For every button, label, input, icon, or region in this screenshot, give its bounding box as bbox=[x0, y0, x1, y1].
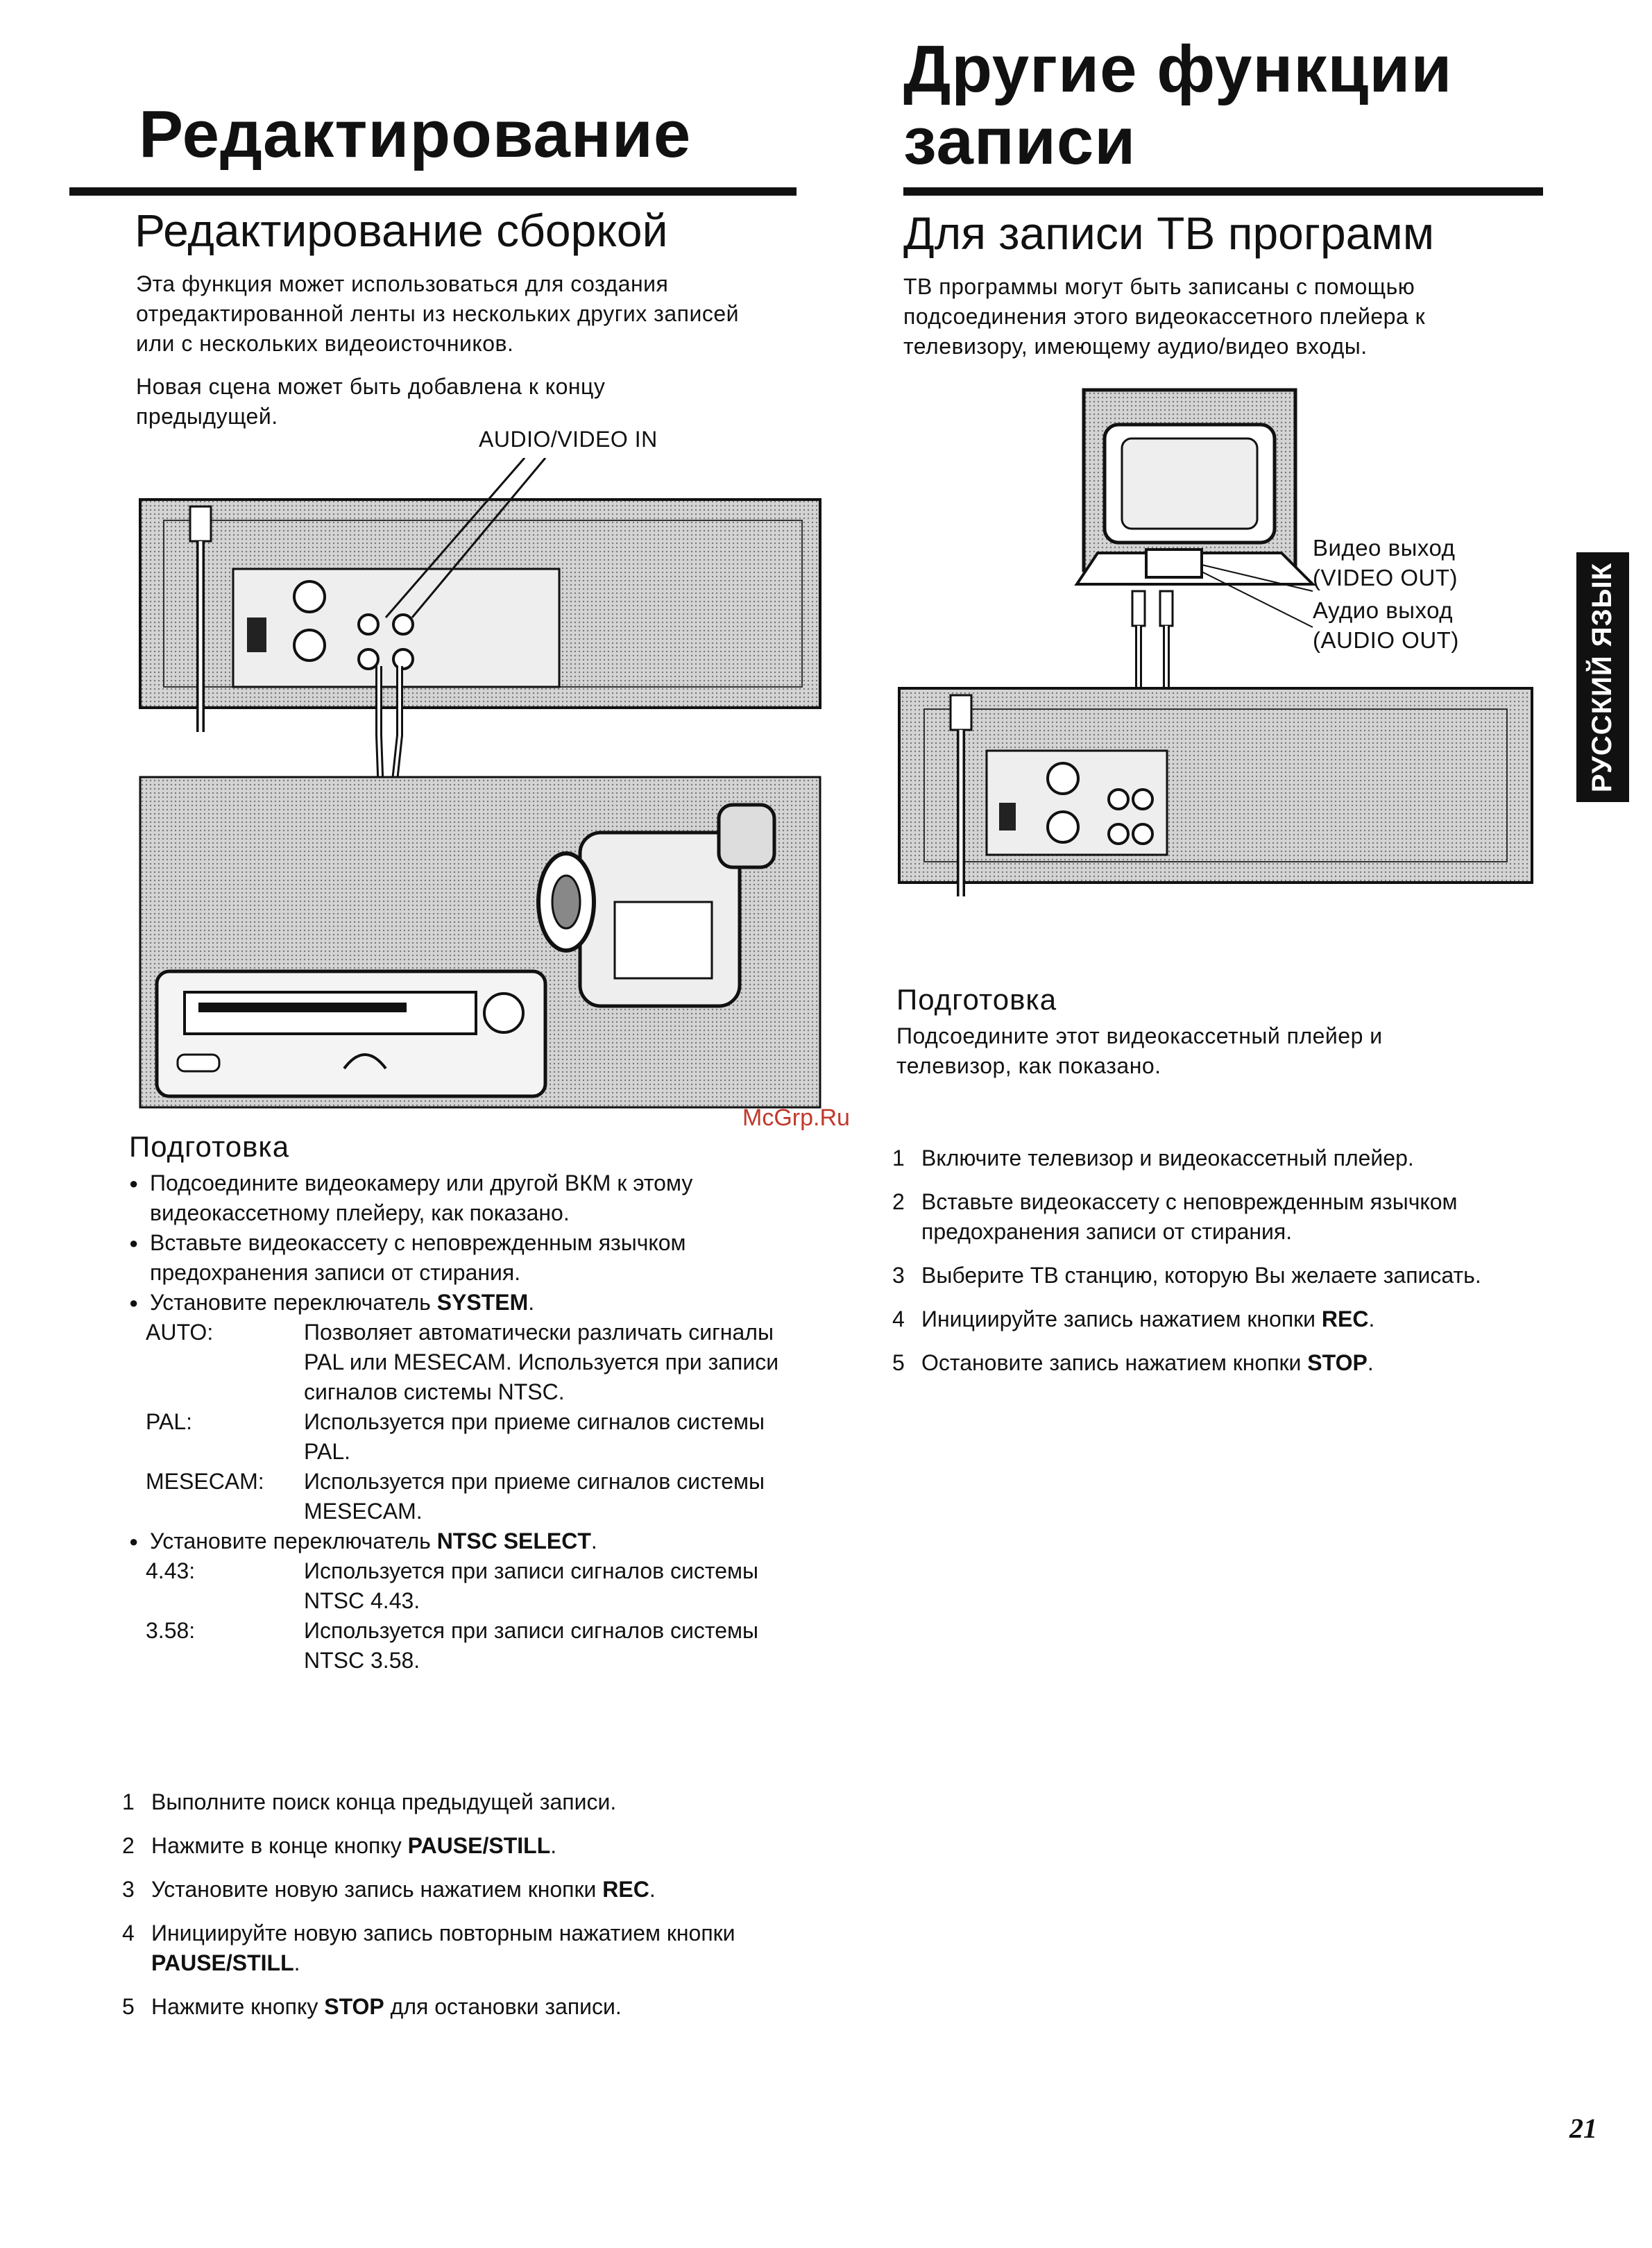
editing-connection-diagram bbox=[136, 458, 827, 1110]
ntsc-switch-name: NTSC SELECT bbox=[436, 1529, 591, 1553]
system-switch-name: SYSTEM bbox=[436, 1290, 529, 1315]
left-intro-1: Эта функция может использоваться для создания отредактированной ленты из нескольких других записей или с нескольких видеоисточников. bbox=[136, 271, 739, 356]
right-steps bbox=[892, 1143, 1517, 1392]
list-item: 1 Выполните поиск конца предыдущей записи. bbox=[122, 1789, 617, 1814]
right-prep-title: Подготовка bbox=[896, 983, 1057, 1016]
right-intro: ТВ программы могут быть записаны с помощью подсоединения этого видеокассетного плейера к телевизору, имеющему аудио/видео входы. bbox=[903, 274, 1426, 359]
option-row: MESECAM: Используется при приеме сигналов системы MESECAM. bbox=[146, 1469, 765, 1524]
ntsc-options bbox=[129, 1556, 795, 1676]
right-section-title: Другие функции записи bbox=[903, 32, 1453, 178]
list-item: 5 Остановите запись нажатием кнопки STOP. bbox=[892, 1350, 1374, 1375]
list-item: 2 Вставьте видеокассету с неповрежденным язычком предохранения записи от стирания. bbox=[892, 1189, 1458, 1244]
left-section-title: Редактирование bbox=[139, 97, 692, 171]
ntsc-bullet bbox=[129, 1526, 795, 1556]
left-title-rule bbox=[69, 187, 797, 196]
left-prep-block bbox=[129, 1168, 795, 1676]
list-item: 4 Инициируйте новую запись повторным нажатием кнопки PAUSE/STILL. bbox=[122, 1921, 735, 1975]
option-row: PAL: Используется при приеме сигналов системы PAL. bbox=[146, 1409, 765, 1464]
list-item: ● Подсоедините видеокамеру или другой ВКМ к этому видеокассетному плейеру, как показано. bbox=[129, 1168, 795, 1228]
list-item: ● Установите переключатель SYSTEM. bbox=[129, 1288, 795, 1318]
option-row: 3.58: Используется при записи сигналов системы NTSC 3.58. bbox=[146, 1618, 758, 1673]
page-number: 21 bbox=[1569, 2113, 1597, 2144]
left-steps bbox=[122, 1787, 760, 2036]
left-prep-bullets bbox=[129, 1168, 795, 1318]
option-row: 4.43: Используется при записи сигналов системы NTSC 4.43. bbox=[146, 1558, 758, 1613]
right-title-rule bbox=[903, 187, 1543, 196]
left-intro-2: Новая сцена может быть добавлена к концу предыдущей. bbox=[136, 374, 606, 429]
list-item: ● Вставьте видеокассету с неповрежденным язычком предохранения записи от стирания. bbox=[129, 1228, 795, 1288]
system-options bbox=[129, 1318, 795, 1526]
language-side-tab: РУССКИЙ ЯЗЫК bbox=[1576, 552, 1629, 802]
list-item: ● Установите переключатель NTSC SELECT. bbox=[129, 1526, 795, 1556]
left-prep-title: Подготовка bbox=[129, 1130, 290, 1163]
list-item: 1 Включите телевизор и видеокассетный плейер. bbox=[892, 1146, 1414, 1170]
audio-out-label: Аудио выход (AUDIO OUT) bbox=[1313, 597, 1459, 653]
list-item: 3 Установите новую запись нажатием кнопки REC. bbox=[122, 1877, 656, 1902]
list-item: 5 Нажмите кнопку STOP для остановки записи. bbox=[122, 1994, 622, 2019]
diagram-label-av-in: AUDIO/VIDEO IN bbox=[479, 427, 658, 452]
left-subtitle: Редактирование сборкой bbox=[135, 205, 668, 256]
right-subtitle: Для записи ТВ программ bbox=[903, 207, 1435, 259]
right-prep-text: Подсоедините этот видеокассетный плейер и телевизор, как показано. bbox=[896, 1023, 1383, 1078]
option-row: AUTO: Позволяет автоматически различать сигналы PAL или MESECAM. Используется при записи сигналов системы NTSC. bbox=[146, 1320, 779, 1404]
watermark: McGrp.Ru bbox=[742, 1105, 850, 1131]
list-item: 2 Нажмите в конце кнопку PAUSE/STILL. bbox=[122, 1833, 557, 1858]
video-out-label: Видео выход (VIDEO OUT) bbox=[1313, 535, 1458, 590]
list-item: 4 Инициируйте запись нажатием кнопки REC. bbox=[892, 1306, 1375, 1331]
list-item: 3 Выберите ТВ станцию, которую Вы желаете записать. bbox=[892, 1263, 1481, 1288]
